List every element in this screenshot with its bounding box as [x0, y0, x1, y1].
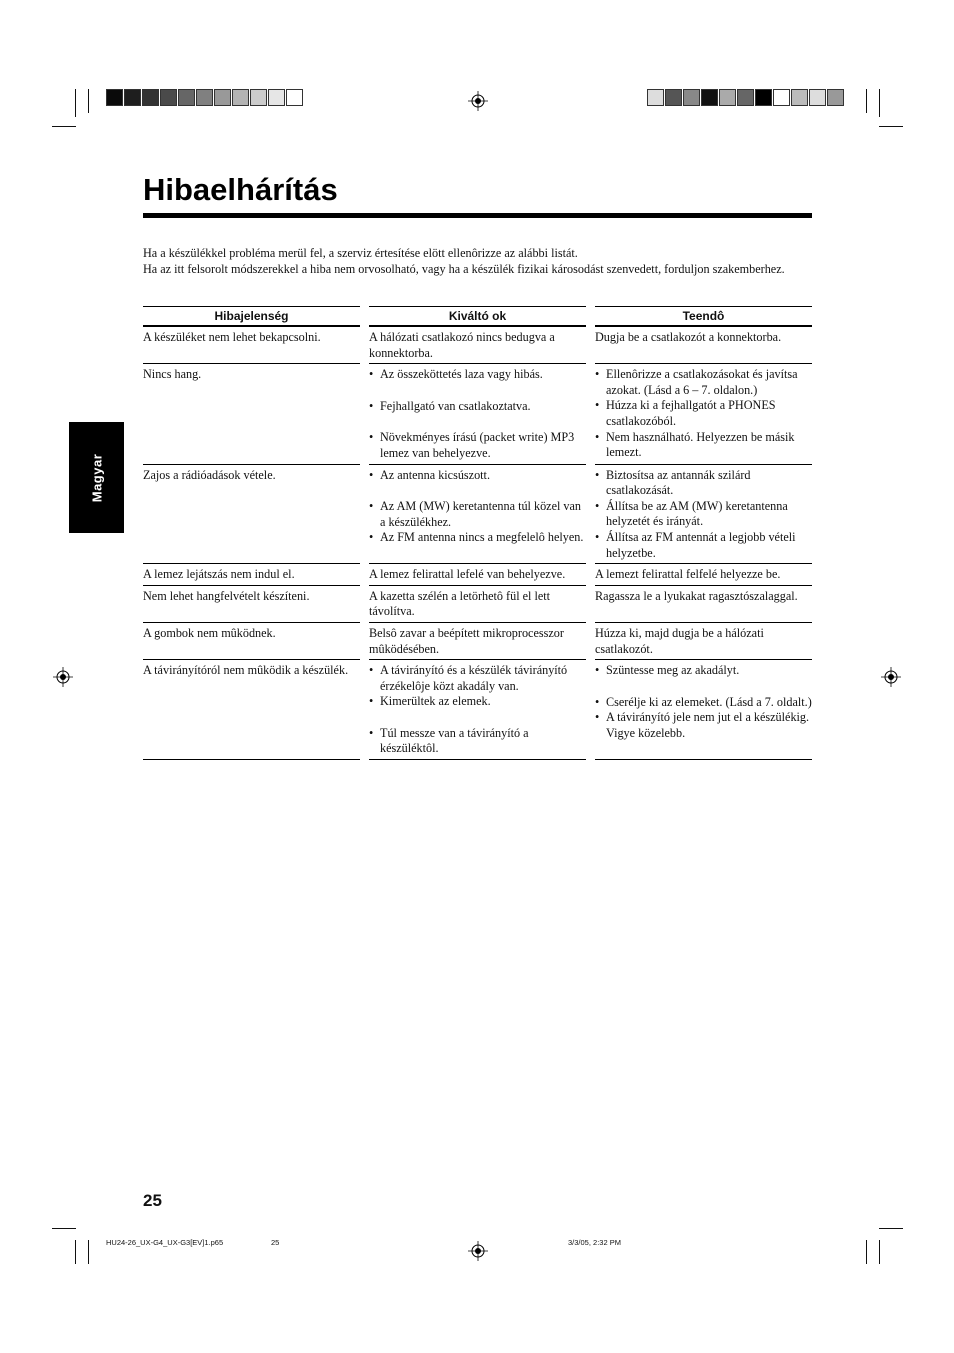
remedy-cell: Húzza ki, majd dugja be a hálózati csatlakozót.	[595, 623, 812, 660]
registration-target-icon	[881, 667, 901, 687]
remedy-item: • Biztosítsa az antannák szilárd csatlakozását.	[595, 468, 812, 499]
remedy-item: • Ellenôrizze a csatlakozásokat és javítsa azokat. (Lásd a 6 – 7. oldalon.)	[595, 367, 812, 398]
symptom-cell: Zajos a rádióadások vétele.	[143, 465, 360, 565]
registration-target-icon	[468, 1241, 488, 1261]
table-row	[143, 660, 812, 760]
cause-cell	[369, 465, 586, 565]
header-remedy: Teendô	[595, 306, 812, 327]
symptom-cell: Nincs hang.	[143, 364, 360, 464]
intro-text	[143, 245, 812, 277]
remedy-cell	[595, 660, 812, 760]
cause-item: • Kimerültek az elemek.	[369, 694, 586, 710]
cause-cell	[369, 364, 586, 464]
cause-item: • Fejhallgató van csatlakoztatva.	[369, 399, 586, 415]
table-row	[143, 586, 812, 623]
symptom-cell: A gombok nem mûködnek.	[143, 623, 360, 660]
symptom-cell: A lemez lejátszás nem indul el.	[143, 564, 360, 586]
footer-date: 3/3/05, 2:32 PM	[568, 1238, 621, 1247]
page-number: 25	[143, 1191, 162, 1210]
remedy-cell: Dugja be a csatlakozót a konnektorba.	[595, 327, 812, 364]
remedy-cell: A lemezt felirattal felfelé helyezze be.	[595, 564, 812, 586]
cause-cell	[369, 660, 586, 760]
cause-item: • Az AM (MW) keretantenna túl közel van a készülékhez.	[369, 499, 586, 530]
cause-item: • Az FM antenna nincs a megfelelô helyen.	[369, 530, 586, 546]
table-row	[143, 623, 812, 660]
remedy-item: • Nem használható. Helyezzen be másik lemezt.	[595, 430, 812, 461]
table-row	[143, 564, 812, 586]
remedy-item: • Állítsa be az AM (MW) keretantenna helyzetét és irányát.	[595, 499, 812, 530]
remedy-cell	[595, 465, 812, 565]
footer-file-name: HU24-26_UX-G4_UX-G3[EV]1.p65	[106, 1238, 224, 1247]
cause-item: • Túl messze van a távirányító a készüléktôl.	[369, 726, 586, 757]
remedy-item: • Szüntesse meg az akadályt.	[595, 663, 812, 679]
symptom-cell: A készüléket nem lehet bekapcsolni.	[143, 327, 360, 364]
header-cause: Kiváltó ok	[369, 306, 586, 327]
cause-item: • A távirányító és a készülék távirányító érzékelôje közt akadály van.	[369, 663, 586, 694]
language-label: Magyar	[89, 453, 104, 502]
cause-item: • Az antenna kicsúszott.	[369, 468, 586, 484]
registration-target-icon	[53, 667, 73, 687]
cause-item: • Az összeköttetés laza vagy hibás.	[369, 367, 586, 383]
language-side-tab	[69, 422, 124, 533]
cause-cell: Belsô zavar a beépített mikroprocesszor mûködésében.	[369, 623, 586, 660]
table-row	[143, 465, 812, 565]
symptom-cell: Nem lehet hangfelvételt készíteni.	[143, 586, 360, 623]
title-rule	[143, 213, 812, 218]
remedy-item: • Cserélje ki az elemeket. (Lásd a 7. oldalt.)	[595, 695, 812, 711]
remedy-cell	[595, 364, 812, 464]
remedy-item: • Húzza ki a fejhallgatót a PHONES csatlakozóból.	[595, 398, 812, 429]
footer-page: 25	[271, 1238, 280, 1247]
table-row	[143, 327, 812, 364]
symptom-cell: A távirányítóról nem mûködik a készülék.	[143, 660, 360, 760]
intro-line-2: Ha az itt felsorolt módszerekkel a hiba nem orvosolható, vagy ha a készülék fizikai károsodást szenvedett, forduljon szakemberhez.	[143, 262, 785, 276]
remedy-item: • Állítsa az FM antennát a legjobb vételi helyzetbe.	[595, 530, 812, 561]
table-row	[143, 364, 812, 464]
table-header	[143, 306, 812, 327]
remedy-item: • A távirányító jele nem jut el a készülékig. Vigye közelebb.	[595, 710, 812, 741]
troubleshooting-table	[143, 306, 812, 760]
cause-cell: A kazetta szélén a letörhetô fül el lett távolítva.	[369, 586, 586, 623]
page-title: Hibaelhárítás	[143, 172, 338, 207]
cause-cell: A hálózati csatlakozó nincs bedugva a konnektorba.	[369, 327, 586, 364]
remedy-cell: Ragassza le a lyukakat ragasztószalaggal.	[595, 586, 812, 623]
registration-target-icon	[468, 91, 488, 111]
cause-item: • Növekményes írású (packet write) MP3 lemez van behelyezve.	[369, 430, 586, 461]
header-symptom: Hibajelenség	[143, 306, 360, 327]
intro-line-1: Ha a készülékkel probléma merül fel, a szerviz értesítése elött ellenôrizze az alábbi listát.	[143, 246, 578, 260]
cause-cell: A lemez felirattal lefelé van behelyezve.	[369, 564, 586, 586]
